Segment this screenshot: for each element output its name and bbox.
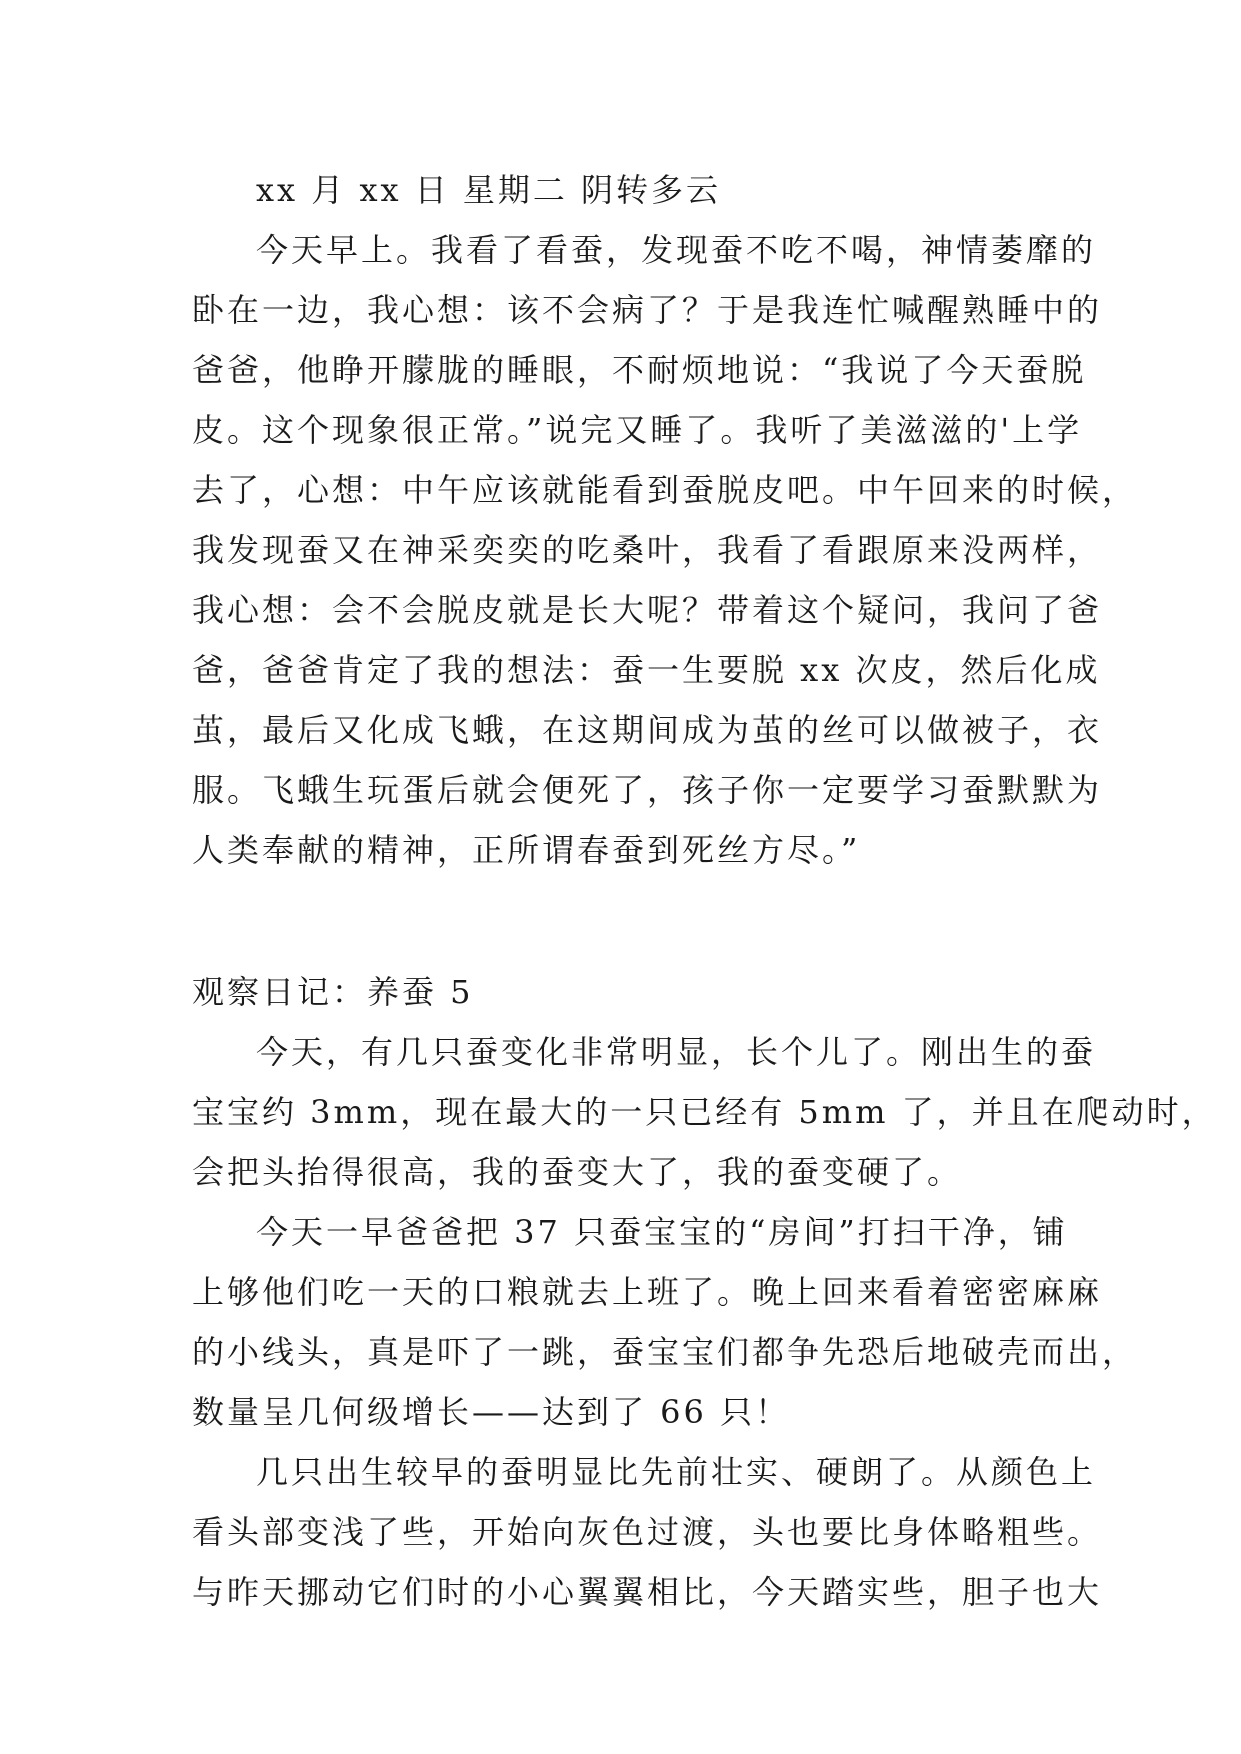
entry2-paragraph-3 xyxy=(192,1442,1103,1622)
text-line: 几只出生较早的蚕明显比先前壮实、硬朗了。从颜色上 xyxy=(256,1453,1097,1491)
text-line: 与昨天挪动它们时的小心翼翼相比，今天踏实些，胆子也大 xyxy=(192,1573,1103,1611)
text-line: 今天，有几只蚕变化非常明显，长个儿了。刚出生的蚕 xyxy=(256,1033,1097,1071)
text-line: 服。飞蛾生玩蛋后就会便死了，孩子你一定要学习蚕默默为 xyxy=(192,771,1103,809)
text-line: 人类奉献的精神，正所谓春蚕到死丝方尽。” xyxy=(192,831,861,869)
entry-date-line: xx 月 xx 日 星期二 阴转多云 xyxy=(256,171,722,209)
text-line: 我发现蚕又在神采奕奕的吃桑叶，我看了看跟原来没两样， xyxy=(192,531,1103,569)
text-line: 会把头抬得很高，我的蚕变大了，我的蚕变硬了。 xyxy=(192,1153,963,1191)
document-body xyxy=(192,160,1217,1622)
text-line: 宝宝约 3mm，现在最大的一只已经有 5mm 了，并且在爬动时， xyxy=(192,1093,1217,1131)
entry1-paragraph xyxy=(192,220,1138,880)
text-line: 爸，爸爸肯定了我的想法：蚕一生要脱 xx 次皮，然后化成 xyxy=(192,651,1101,689)
text-line: 上够他们吃一天的口粮就去上班了。晚上回来看着密密麻麻 xyxy=(192,1273,1103,1311)
text-line: 数量呈几何级增长——达到了 66 只！ xyxy=(192,1393,791,1431)
text-line: 去了，心想：中午应该就能看到蚕脱皮吧。中午回来的时候， xyxy=(192,471,1138,509)
text-line: 卧在一边，我心想：该不会病了？于是我连忙喊醒熟睡中的 xyxy=(192,291,1103,329)
entry2-paragraph-1 xyxy=(192,1022,1217,1202)
text-line: 今天早上。我看了看蚕，发现蚕不吃不喝，神情萎靡的 xyxy=(256,231,1097,269)
text-line: 茧，最后又化成飞蛾，在这期间成为茧的丝可以做被子，衣 xyxy=(192,711,1103,749)
entry-heading: 观察日记：养蚕 5 xyxy=(192,973,474,1011)
text-line: 爸爸，他睁开朦胧的睡眼，不耐烦地说：“我说了今天蚕脱 xyxy=(192,351,1087,389)
entry2-paragraph-2 xyxy=(192,1202,1138,1442)
text-line: 我心想：会不会脱皮就是长大呢？带着这个疑问，我问了爸 xyxy=(192,591,1103,629)
text-line: 今天一早爸爸把 37 只蚕宝宝的“房间”打扫干净，铺 xyxy=(256,1213,1068,1251)
text-line: 皮。这个现象很正常。”说完又睡了。我听了美滋滋的'上学 xyxy=(192,411,1083,449)
text-line: 的小线头，真是吓了一跳，蚕宝宝们都争先恐后地破壳而出， xyxy=(192,1333,1138,1371)
section-spacer xyxy=(192,880,1072,962)
text-line: 看头部变浅了些，开始向灰色过渡，头也要比身体略粗些。 xyxy=(192,1513,1103,1551)
